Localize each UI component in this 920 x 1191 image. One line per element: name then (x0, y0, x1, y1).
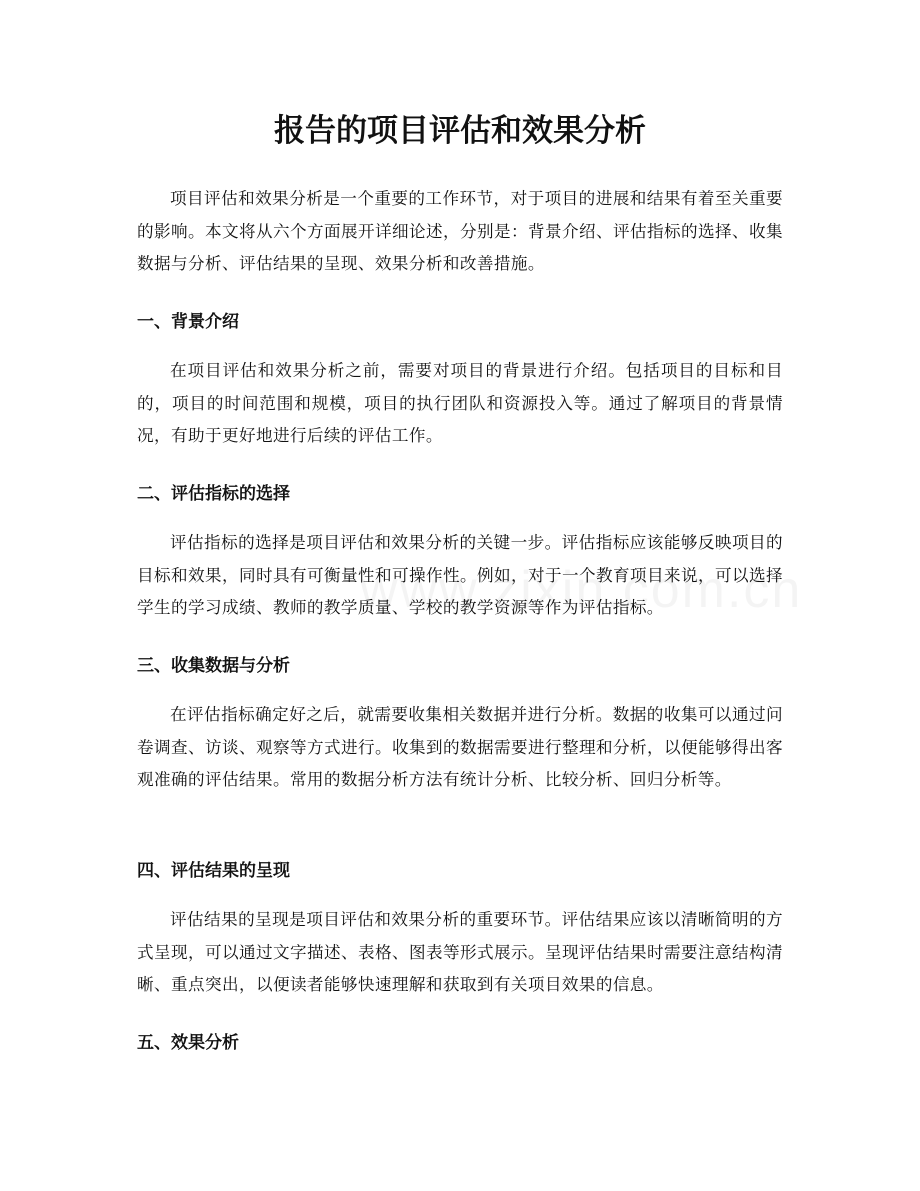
section-heading-background: 一、背景介绍 (137, 312, 239, 332)
section-heading-data-collection: 三、收集数据与分析 (137, 656, 290, 676)
section-body-background: 在项目评估和效果分析之前，需要对项目的背景进行介绍。包括项目的目标和目的，项目的时间范围和规模，项目的执行团队和资源投入等。通过了解项目的背景情况，有助于更好地进行后续的评估工作。 (137, 361, 783, 445)
section-body-indicators: 评估指标的选择是项目评估和效果分析的关键一步。评估指标应该能够反映项目的目标和效果，同时具有可衡量性和可操作性。例如，对于一个教育项目来说，可以选择学生的学习成绩、教师的教学质量、学校的教学资源等作为评估指标。 (137, 533, 783, 617)
section-body-results-presentation: 评估结果的呈现是项目评估和效果分析的重要环节。评估结果应该以清晰简明的方式呈现，可以通过文字描述、表格、图表等形式展示。呈现评估结果时需要注意结构清晰、重点突出，以便读者能够快速理解和获取到有关项目效果的信息。 (137, 910, 783, 994)
section-heading-indicators: 二、评估指标的选择 (137, 484, 290, 504)
document-title: 报告的项目评估和效果分析 (274, 113, 646, 149)
section-body-data-collection: 在评估指标确定好之后，就需要收集相关数据并进行分析。数据的收集可以通过问卷调查、访谈、观察等方式进行。收集到的数据需要进行整理和分析，以便能够得出客观准确的评估结果。常用的数据分析方法有统计分析、比较分析、回归分析等。 (137, 705, 783, 789)
section-heading-results-presentation: 四、评估结果的呈现 (137, 861, 290, 881)
section-heading-effect-analysis: 五、效果分析 (137, 1033, 239, 1053)
intro-paragraph: 项目评估和效果分析是一个重要的工作环节，对于项目的进展和结果有着至关重要的影响。本文将从六个方面展开详细论述，分别是：背景介绍、评估指标的选择、收集数据与分析、评估结果的呈现、效果分析和改善措施。 (137, 189, 783, 273)
